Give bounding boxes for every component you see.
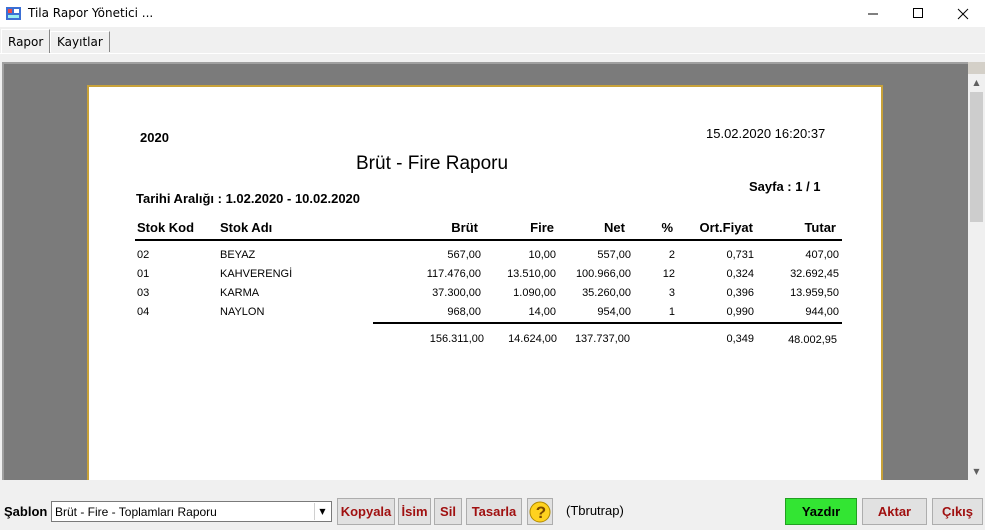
cell-stok-kod: 02 <box>137 249 150 261</box>
tab-kayitlar-label: Kayıtlar <box>57 35 103 49</box>
cell-stok-adi: BEYAZ <box>220 249 256 261</box>
minimize-button[interactable] <box>850 0 896 27</box>
cell-ort-fiyat: 0,324 <box>726 268 754 280</box>
report-page <box>87 85 883 480</box>
col-net: Net <box>604 220 625 235</box>
col-brut: Brüt <box>451 220 478 235</box>
cell-fire: 10,00 <box>528 249 556 261</box>
cell-tutar: 944,00 <box>805 306 839 318</box>
minimize-icon <box>868 8 879 19</box>
scroll-down-icon[interactable]: ▼ <box>973 467 980 476</box>
cell-percent: 12 <box>662 268 675 280</box>
sil-button[interactable]: Sil <box>434 498 462 525</box>
bottom-toolbar <box>0 487 985 530</box>
col-stok-adi: Stok Adı <box>220 220 273 235</box>
cell-stok-kod: 04 <box>137 306 150 318</box>
close-icon <box>957 8 969 20</box>
header-rule <box>135 239 842 241</box>
cell-percent: 2 <box>668 249 675 261</box>
template-select-value: Brüt - Fire - Toplamları Raporu <box>55 505 217 519</box>
cell-ort-fiyat: 0,731 <box>726 249 754 261</box>
cell-fire: 14,00 <box>528 306 556 318</box>
cell-net: 100.966,00 <box>575 268 631 280</box>
report-viewer <box>2 62 985 480</box>
cell-net: 35.260,00 <box>582 287 631 299</box>
window-title: Tila Rapor Yönetici ... <box>28 6 154 20</box>
cell-net: 954,00 <box>597 306 631 318</box>
vertical-scrollbar[interactable] <box>968 74 985 480</box>
maximize-button[interactable] <box>895 0 941 27</box>
cell-brut: 968,00 <box>447 306 481 318</box>
total-net: 137.737,00 <box>574 333 630 345</box>
cell-brut: 117.476,00 <box>426 268 481 280</box>
total-tutar: 48.002,95 <box>788 334 837 346</box>
yazdir-button[interactable]: Yazdır <box>785 498 857 525</box>
cell-stok-adi: NAYLON <box>220 306 265 318</box>
total-brut: 156.311,00 <box>429 333 484 345</box>
cell-stok-kod: 01 <box>137 268 150 280</box>
col-fire: Fire <box>530 220 554 235</box>
cell-ort-fiyat: 0,396 <box>726 287 754 299</box>
cell-brut: 37.300,00 <box>432 287 481 299</box>
tab-kayitlar[interactable] <box>50 31 110 52</box>
cell-brut: 567,00 <box>447 249 481 261</box>
chevron-down-icon[interactable]: ▼ <box>314 503 330 520</box>
kopyala-button[interactable]: Kopyala <box>337 498 395 525</box>
report-year: 2020 <box>140 130 169 145</box>
help-label: ? <box>535 502 547 522</box>
cell-stok-adi: KAHVERENGİ <box>220 268 293 280</box>
title-bar <box>0 0 985 27</box>
totals-rule <box>373 322 842 324</box>
isim-button[interactable]: İsim <box>398 498 431 525</box>
tasarla-button[interactable]: Tasarla <box>466 498 522 525</box>
report-datetime: 15.02.2020 16:20:37 <box>706 126 826 141</box>
sablon-label: Şablon <box>4 504 48 519</box>
report-canvas <box>2 62 968 480</box>
aktar-button[interactable]: Aktar <box>862 498 927 525</box>
cell-stok-adi: KARMA <box>220 287 260 299</box>
report-title: Brüt - Fire Raporu <box>356 153 509 174</box>
col-percent: % <box>661 220 673 235</box>
total-ort-fiyat: 0,349 <box>726 333 754 345</box>
scroll-up-icon[interactable]: ▲ <box>973 78 980 87</box>
report-date-range: Tarihi Aralığı : 1.02.2020 - 10.02.2020 <box>136 191 361 206</box>
template-select[interactable] <box>51 501 332 522</box>
cell-percent: 3 <box>668 287 675 299</box>
total-fire: 14.624,00 <box>508 333 557 345</box>
maximize-icon <box>913 8 924 19</box>
cikis-button[interactable]: Çıkış <box>932 498 983 525</box>
cell-tutar: 407,00 <box>805 249 839 261</box>
col-ort-fiyat: Ort.Fiyat <box>699 220 753 235</box>
scroll-thumb[interactable] <box>970 92 983 222</box>
tab-bar <box>0 27 985 54</box>
cell-fire: 13.510,00 <box>507 268 556 280</box>
col-tutar: Tutar <box>804 220 836 235</box>
cell-tutar: 32.692,45 <box>790 268 839 280</box>
tab-rapor[interactable] <box>1 29 50 53</box>
help-button[interactable] <box>527 498 553 525</box>
template-code: (Tbrutrap) <box>566 503 624 518</box>
cell-ort-fiyat: 0,990 <box>726 306 754 318</box>
report-page-number: Sayfa : 1 / 1 <box>749 179 821 194</box>
col-stok-kod: Stok Kod <box>137 220 195 235</box>
cell-fire: 1.090,00 <box>513 287 556 299</box>
tab-rapor-label: Rapor <box>8 34 44 49</box>
cell-net: 557,00 <box>597 249 631 261</box>
close-button[interactable] <box>940 0 985 27</box>
cell-tutar: 13.959,50 <box>790 287 839 299</box>
app-icon <box>6 5 22 21</box>
cell-percent: 1 <box>668 306 675 318</box>
cell-stok-kod: 03 <box>137 287 150 299</box>
